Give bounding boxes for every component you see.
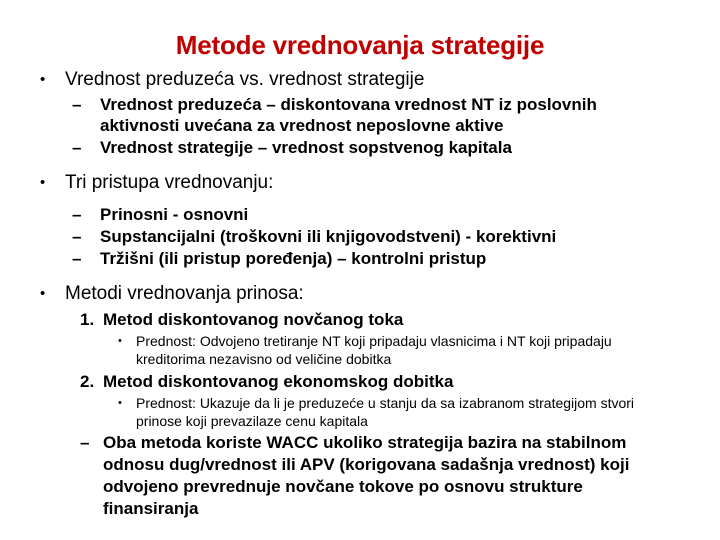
bullet-item [0,137,720,158]
bullet-marker: • [40,71,46,88]
dash-marker: – [72,138,82,157]
dash-marker: – [72,227,82,246]
bullet-item [0,394,720,430]
bullet-item [0,171,720,195]
bullet-marker: • [40,285,46,302]
bullet-item [0,226,720,247]
bullet-item [0,68,720,92]
slide-title: Metode vrednovanja strategije [175,30,545,60]
dash-marker: – [72,205,82,224]
bullet-text: Metod diskontovanog ekonomskog dobitka [103,372,454,391]
dash-marker: – [72,249,82,268]
bullet-item [0,248,720,269]
bullet-item [0,94,720,136]
number-marker: 1. [80,310,95,329]
bullet-text: Metodi vrednovanja prinosa: [65,283,304,304]
bullet-text: Tri pristupa vrednovanju: [65,172,274,193]
bullet-text: Vrednost preduzeća – diskontovana vrednost NT iz poslovnih aktivnosti uvećana za vrednost neposlovne aktive [100,95,597,135]
dash-marker: – [72,95,82,114]
bullet-text: Metod diskontovanog novčanog toka [103,310,404,329]
bullet-marker: • [118,397,122,409]
bullet-text: Oba metoda koriste WACC ukoliko strategija bazira na stabilnom odnosu dug/vrednost ili APV (korigovana sadašnja vrednost) koji odvojeno prevrednuje novčane tokove po osnovu strukture finansiranja [103,433,630,518]
number-marker: 2. [80,372,95,391]
numbered-item [0,371,720,393]
bullet-item [0,204,720,225]
bullet-marker: • [118,335,122,347]
bullet-text: Vrednost strategije – vrednost sopstvenog kapitala [100,138,512,157]
bullet-text: Prednost: Ukazuje da li je preduzeće u stanju da sa izabranom strategijom stvori prinose koji prevazilaze cenu kapitala [136,395,635,429]
bullet-item [0,432,720,520]
spacer [0,159,720,169]
bullet-item [0,332,720,368]
bullet-text: Vrednost preduzeća vs. vrednost strategije [65,69,425,90]
numbered-item [0,309,720,331]
slide-body [0,66,720,520]
spacer [0,270,720,280]
dash-marker: – [80,433,90,452]
bullet-text: Supstancijalni (troškovni ili knjigovodstveni) - korektivni [100,227,557,246]
bullet-item [0,282,720,306]
spacer [0,197,720,203]
bullet-text: Prednost: Odvojeno tretiranje NT koji pripadaju vlasnicima i NT koji pripadaju kreditorima nezavisno od veličine dobitka [136,333,612,367]
bullet-text: Prinosni - osnovni [100,205,249,224]
bullet-marker: • [40,174,46,191]
bullet-text: Tržišni (ili pristup poređenja) – kontrolni pristup [100,249,487,268]
